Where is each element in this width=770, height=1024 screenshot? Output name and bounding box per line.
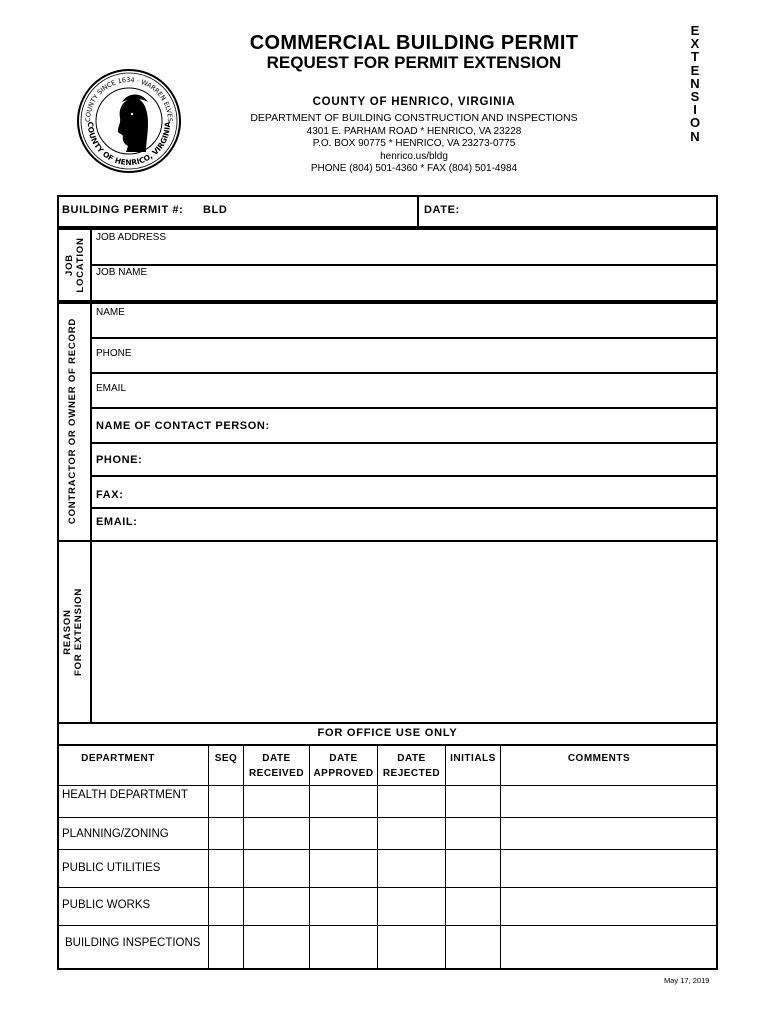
row-divider <box>58 817 717 818</box>
row-divider <box>58 849 717 850</box>
col-divider <box>500 745 501 969</box>
col-header-department: DEPARTMENT <box>81 753 155 764</box>
contact-fax-field[interactable] <box>90 475 718 509</box>
department-name: DEPARTMENT OF BUILDING CONSTRUCTION AND INSPECTIONS <box>250 112 578 124</box>
owner-name-label: NAME <box>96 307 125 318</box>
col-header-comments: COMMENTS <box>567 753 631 764</box>
seal-top-text: COUNTY SINCE 1634 · WARREN ELVES <box>83 75 175 123</box>
contact-phone-field[interactable] <box>90 442 718 477</box>
row-divider <box>58 925 717 926</box>
table-row-department: HEALTH DEPARTMENT <box>62 789 188 801</box>
po-box: P.O. BOX 90775 * HENRICO, VA 23273-0775 <box>312 138 516 149</box>
contact-fax-label: FAX: <box>96 489 124 501</box>
col-header-date-approved: DATE APPROVED <box>313 753 374 779</box>
contact-phone-label: PHONE: <box>96 454 143 466</box>
col-header-date-received: DATE RECEIVED <box>248 753 305 779</box>
job-location-label: JOB LOCATION <box>64 237 86 293</box>
website: henrico.us/bldg <box>380 151 448 162</box>
owner-phone-field[interactable] <box>90 337 718 374</box>
owner-email-label: EMAIL <box>96 383 127 394</box>
table-row-department: PUBLIC WORKS <box>62 899 151 911</box>
row-divider <box>58 887 717 888</box>
table-row-department: PUBLIC UTILITIES <box>62 862 161 874</box>
contact-email-field[interactable] <box>90 507 718 542</box>
permit-prefix: BLD <box>203 204 228 216</box>
office-use-title: FOR OFFICE USE ONLY <box>317 727 458 739</box>
job-address-label: JOB ADDRESS <box>96 232 167 243</box>
contractor-owner-label: CONTRACTOR OR OWNER OF RECORD <box>67 317 78 525</box>
phone-fax: PHONE (804) 501-4360 * FAX (804) 501-4984 <box>310 163 518 174</box>
reason-field[interactable] <box>90 540 718 724</box>
table-row-department: PLANNING/ZONING <box>62 828 169 840</box>
contact-name-label: NAME OF CONTACT PERSON: <box>96 420 270 432</box>
reason-label: REASON FOR EXTENSION <box>62 588 84 676</box>
row-divider <box>58 785 717 786</box>
seal-bottom-text: COUNTY OF HENRICO, VIRGINIA <box>85 121 173 168</box>
form-subtitle: REQUEST FOR PERMIT EXTENSION <box>266 53 562 72</box>
extension-vertical-label: E X T E N S I O N <box>689 23 701 144</box>
permit-number-label: BUILDING PERMIT #: <box>62 204 184 216</box>
job-name-field[interactable] <box>90 264 718 302</box>
owner-phone-label: PHONE <box>96 348 132 359</box>
county-name: COUNTY OF HENRICO, VIRGINIA <box>312 96 516 108</box>
col-header-initials: INITIALS <box>450 753 496 764</box>
form-title: COMMERCIAL BUILDING PERMIT <box>249 32 579 54</box>
col-header-date-rejected: DATE REJECTED <box>382 753 441 779</box>
contact-email-label: EMAIL: <box>96 516 138 528</box>
owner-name-field[interactable] <box>90 302 718 339</box>
date-label: DATE: <box>424 204 460 216</box>
col-divider <box>208 745 209 969</box>
job-address-field[interactable] <box>90 228 718 266</box>
date-field[interactable] <box>417 195 718 228</box>
county-seal-logo <box>76 68 182 174</box>
revision-date: May 17, 2019 <box>664 976 710 985</box>
owner-email-field[interactable] <box>90 372 718 409</box>
job-name-label: JOB NAME <box>96 267 148 278</box>
col-divider <box>445 745 446 969</box>
street-address: 4301 E. PARHAM ROAD * HENRICO, VA 23228 <box>306 126 522 137</box>
table-row-department: BUILDING INSPECTIONS <box>65 937 201 949</box>
col-header-seq: SEQ <box>214 753 238 764</box>
